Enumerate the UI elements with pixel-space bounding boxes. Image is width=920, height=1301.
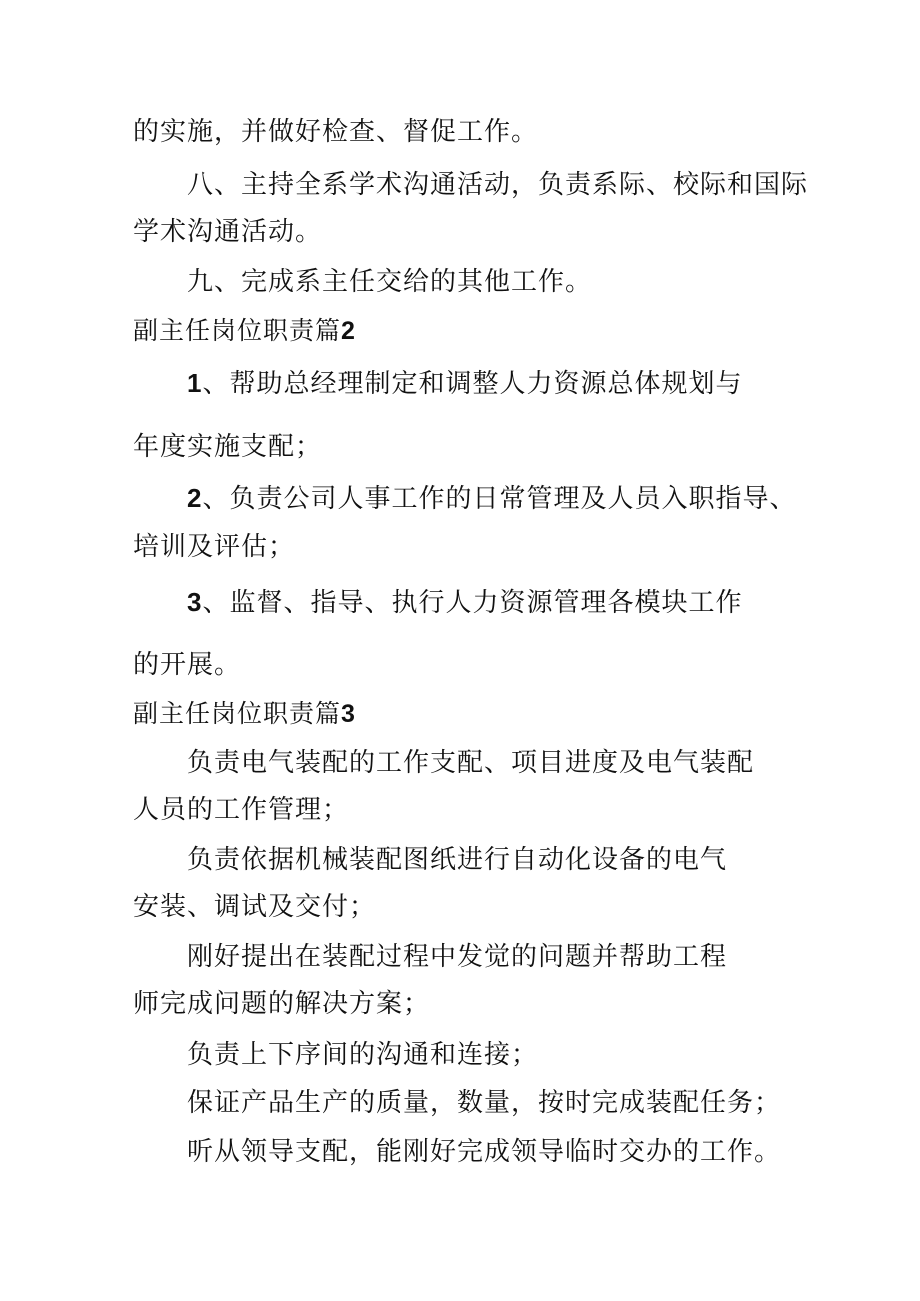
duty-item-3-continued: 师完成问题的解决方案； (133, 989, 431, 1019)
section-heading-3: 副主任岗位职责篇3 (133, 699, 356, 728)
duty-item-6: 听从领导支配，能刚好完成领导临时交办的工作。 (187, 1137, 782, 1167)
duty-item-5: 保证产品生产的质量，数量，按时完成装配任务； (187, 1088, 782, 1118)
duty-item-1-continued: 人员的工作管理； (133, 795, 350, 825)
section-heading-2: 副主任岗位职责篇2 (133, 316, 356, 345)
list-item-1: 1、帮助总经理制定和调整人力资源总体规划与 (187, 368, 743, 399)
duty-item-3: 刚好提出在装配过程中发觉的问题并帮助工程 (187, 942, 728, 972)
list-item-3: 3、监督、指导、执行人力资源管理各模块工作 (187, 587, 743, 618)
paragraph-item-8: 八、主持全系学术沟通活动，负责系际、校际和国际 (187, 170, 809, 200)
duty-item-2: 负责依据机械装配图纸进行自动化设备的电气 (187, 845, 728, 875)
paragraph-item-8-continued: 学术沟通活动。 (133, 217, 323, 247)
list-item-3-continued: 的开展。 (133, 650, 242, 680)
duty-item-2-continued: 安装、调试及交付； (133, 892, 377, 922)
paragraph-line-1: 的实施，并做好检查、督促工作。 (133, 117, 539, 147)
list-item-1-continued: 年度实施支配； (133, 432, 323, 462)
list-item-2: 2、负责公司人事工作的日常管理及人员入职指导、 (187, 483, 797, 514)
duty-item-1: 负责电气装配的工作支配、项目进度及电气装配 (187, 748, 755, 778)
list-item-2-continued: 培训及评估； (133, 532, 296, 562)
duty-item-4: 负责上下序间的沟通和连接； (187, 1040, 539, 1070)
paragraph-item-9: 九、完成系主任交给的其他工作。 (187, 267, 593, 297)
